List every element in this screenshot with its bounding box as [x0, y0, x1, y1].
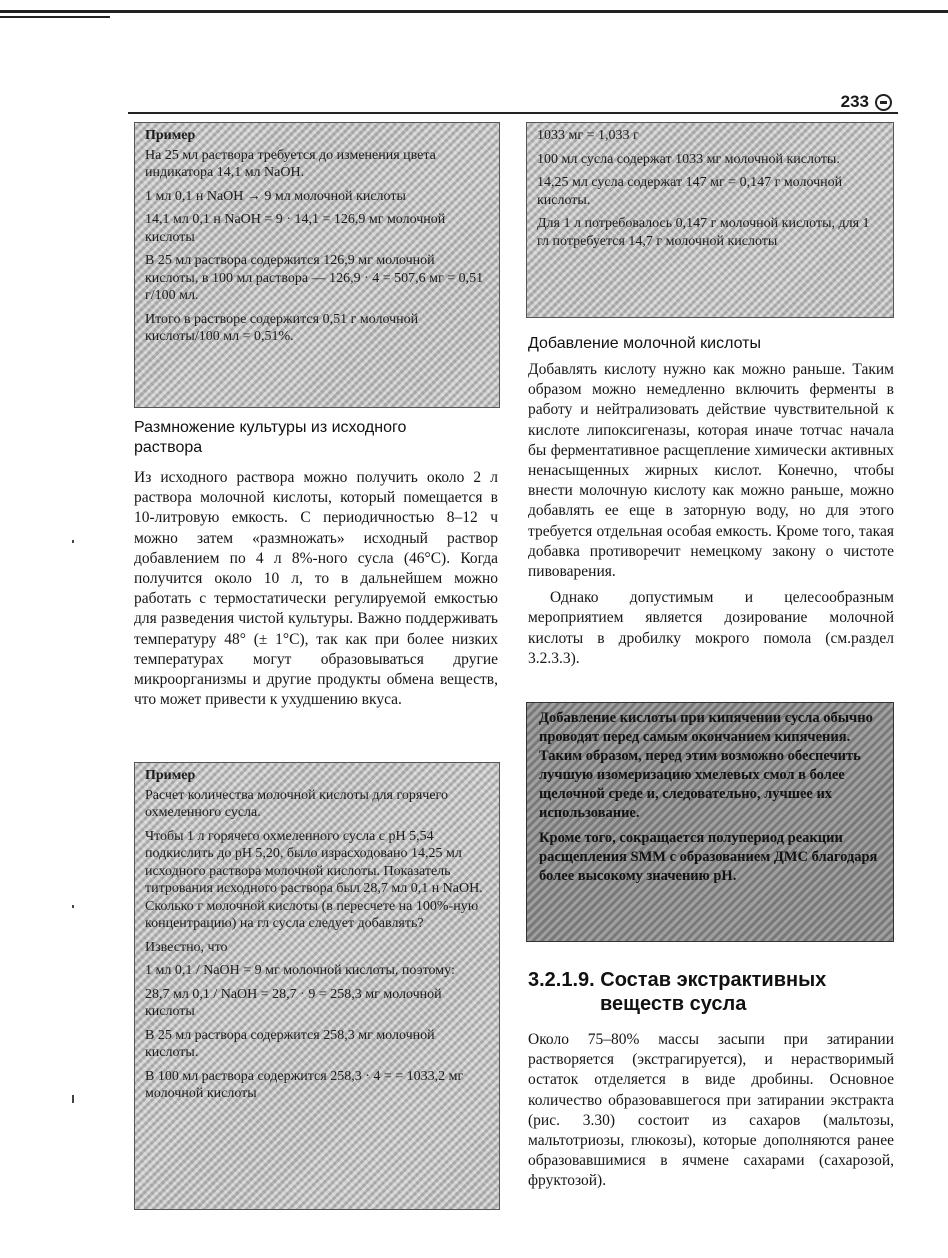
example-line: 28,7 мл 0,1 / NaOH = 28,7 · 9 = 258,3 мг молочной кислоты [145, 986, 442, 1019]
example-line: 14,25 мл сусла содержат 147 мг = 0,147 г молочной кислоты. [537, 175, 843, 208]
margin-mark [72, 540, 74, 543]
section-title: Состав экстрактивных [600, 969, 827, 991]
section-heading [528, 968, 894, 1016]
paragraph-text: Из исходного раствора можно получить около 2 л раствора молочной кислоты, который помещается в 10-литровую емкость. С периодичностью 8–12 ч можно затем «размножать» исходный раствор добавлением по 4 л 8%-ного сусла (46°С). Когда получится около 10 л, то в дальнейшем можно работать с термостатически регулируемой емкостью для разведения чистой культуры. Важно поддерживать температуру 48° (± 1°С), так как при более низких температурах могут образовываться другие микроорганизмы и другие продукты обмена веществ, что может привести к ухудшению вкуса. [134, 469, 498, 709]
example-title: Пример [145, 128, 196, 143]
minus-circle-icon [875, 94, 892, 111]
example-line: Чтобы 1 л горячего охмеленного сусла с рН 5,54 подкислить до рН 5,20, было израсходовано 14,25 мл исходного раствора молочной кислоты. Показатель титрования исходного раствора был 28,7 мл 0,1 н NaOH. Сколько г молочной кислоты (в пересчете на 100%-ную концентрацию) на гл сусла следует добавлять? [145, 828, 483, 931]
example-line: Для 1 л потребовалось 0,147 г молочной кислоты, для 1 гл потребуется 14,7 г молочной кислоты [537, 216, 870, 249]
page-number [841, 92, 892, 112]
example-line: В 100 мл раствора содержится 258,3 · 4 = = 1033,2 мг молочной кислоты [145, 1068, 464, 1101]
example-title: Пример [145, 768, 196, 783]
section-number: 3.2.1.9. [528, 969, 595, 991]
example-line: 1033 мг = 1,033 г [537, 128, 639, 143]
example-line: Известно, что [145, 939, 228, 955]
paragraph-lactic-acid [528, 360, 894, 669]
highlight-text: Кроме того, сокращается полупериод реакции расщепления SMM с образованием ДМС благодаря более высокому значению рН. [539, 830, 878, 884]
example-line: Итого в растворе содержится 0,51 г молочной кислоты/100 мл = 0,51%. [145, 311, 419, 344]
top-border-rule [0, 10, 948, 13]
section-title-line2: веществ сусла [600, 993, 747, 1015]
subheading-lactic-acid: Добавление молочной кислоты [528, 335, 761, 352]
highlight-box [526, 702, 894, 942]
example-line: 14,1 мл 0,1 н NaOH = 9 · 14,1 = 126,9 мг молочной кислоты [145, 212, 446, 245]
top-border-rule-short [0, 16, 110, 18]
highlight-text: Добавление кислоты при кипячении сусла обычно проводят перед самым окончанием кипячения. Таким образом, перед этим возможно обеспечить лучшую изомеризацию хмелевых смол в более щелочной среде и, следовательно, лучшее их использование. [539, 710, 873, 821]
header-rule [128, 112, 898, 114]
example-line: На 25 мл раствора требуется до изменения цвета индикатора 14,1 мл NaOH. [145, 147, 436, 180]
example-box-1 [134, 122, 500, 408]
example-line: Расчет количества молочной кислоты для горячего охмеленного сусла. [145, 787, 448, 820]
example-line: В 25 мл раствора содержится 126,9 мг молочной кислоты, в 100 мл раствора — 126,9 · 4 = 507,6 мг = 0,51 г/100 мл. [145, 253, 484, 303]
margin-mark [72, 1095, 74, 1103]
example-line: 1 мл 0,1 н NaOH → 9 мл молочной кислоты [145, 188, 406, 204]
example-line: 100 мл сусла содержат 1033 мг молочной кислоты. [537, 151, 840, 167]
example-line: 1 мл 0,1 / NaOH = 9 мг молочной кислоты, поэтому: [145, 963, 455, 978]
paragraph-text: Однако допустимым и целесообразным мероприятием является дозирование молочной кислоты в дробилку мокрого помола (см.раздел 3.2.3.3). [528, 589, 894, 667]
example-line: В 25 мл раствора содержится 258,3 мг молочной кислоты. [145, 1027, 435, 1060]
paragraph-text: Около 75–80% массы засыпи при затирании растворяется (экстрагируется), и нерастворимый остаток отделяется в виде дробины. Основное количество образовавшегося при затирании экстракта (рис. 3.30) состоит из сахаров (мальтозы, мальтотриозы, глюкозы), которые дополняются ранее образовавшимися в ячмене сахарами (сахарозой, фруктозой). [528, 1031, 894, 1190]
page-number-text: 233 [840, 92, 869, 111]
paragraph-extract [528, 1030, 894, 1192]
example-box-continued [526, 122, 894, 318]
paragraph-culture [134, 468, 498, 710]
paragraph-text: Добавлять кислоту нужно как можно раньше. Таким образом можно немедленно включить ферменты в работу и нейтрализовать действие чувствительной к кислоте липоксигеназы, которая иначе тотчас начала бы ферментативное расщепление химически активных ненасыщенных жирных кислот. Конечно, чтобы внести молочную кислоту как можно раньше, можно добавлять ее еще в заторную воду, но для этого требуется отдельная особая емкость. Кроме того, такая добавка противоречит немецкому закону о чистоте пивоварения. [528, 361, 894, 581]
subheading-culture: Размножение культуры из исходного раствора [134, 419, 407, 456]
margin-mark [72, 905, 74, 908]
example-box-2 [134, 762, 500, 1210]
